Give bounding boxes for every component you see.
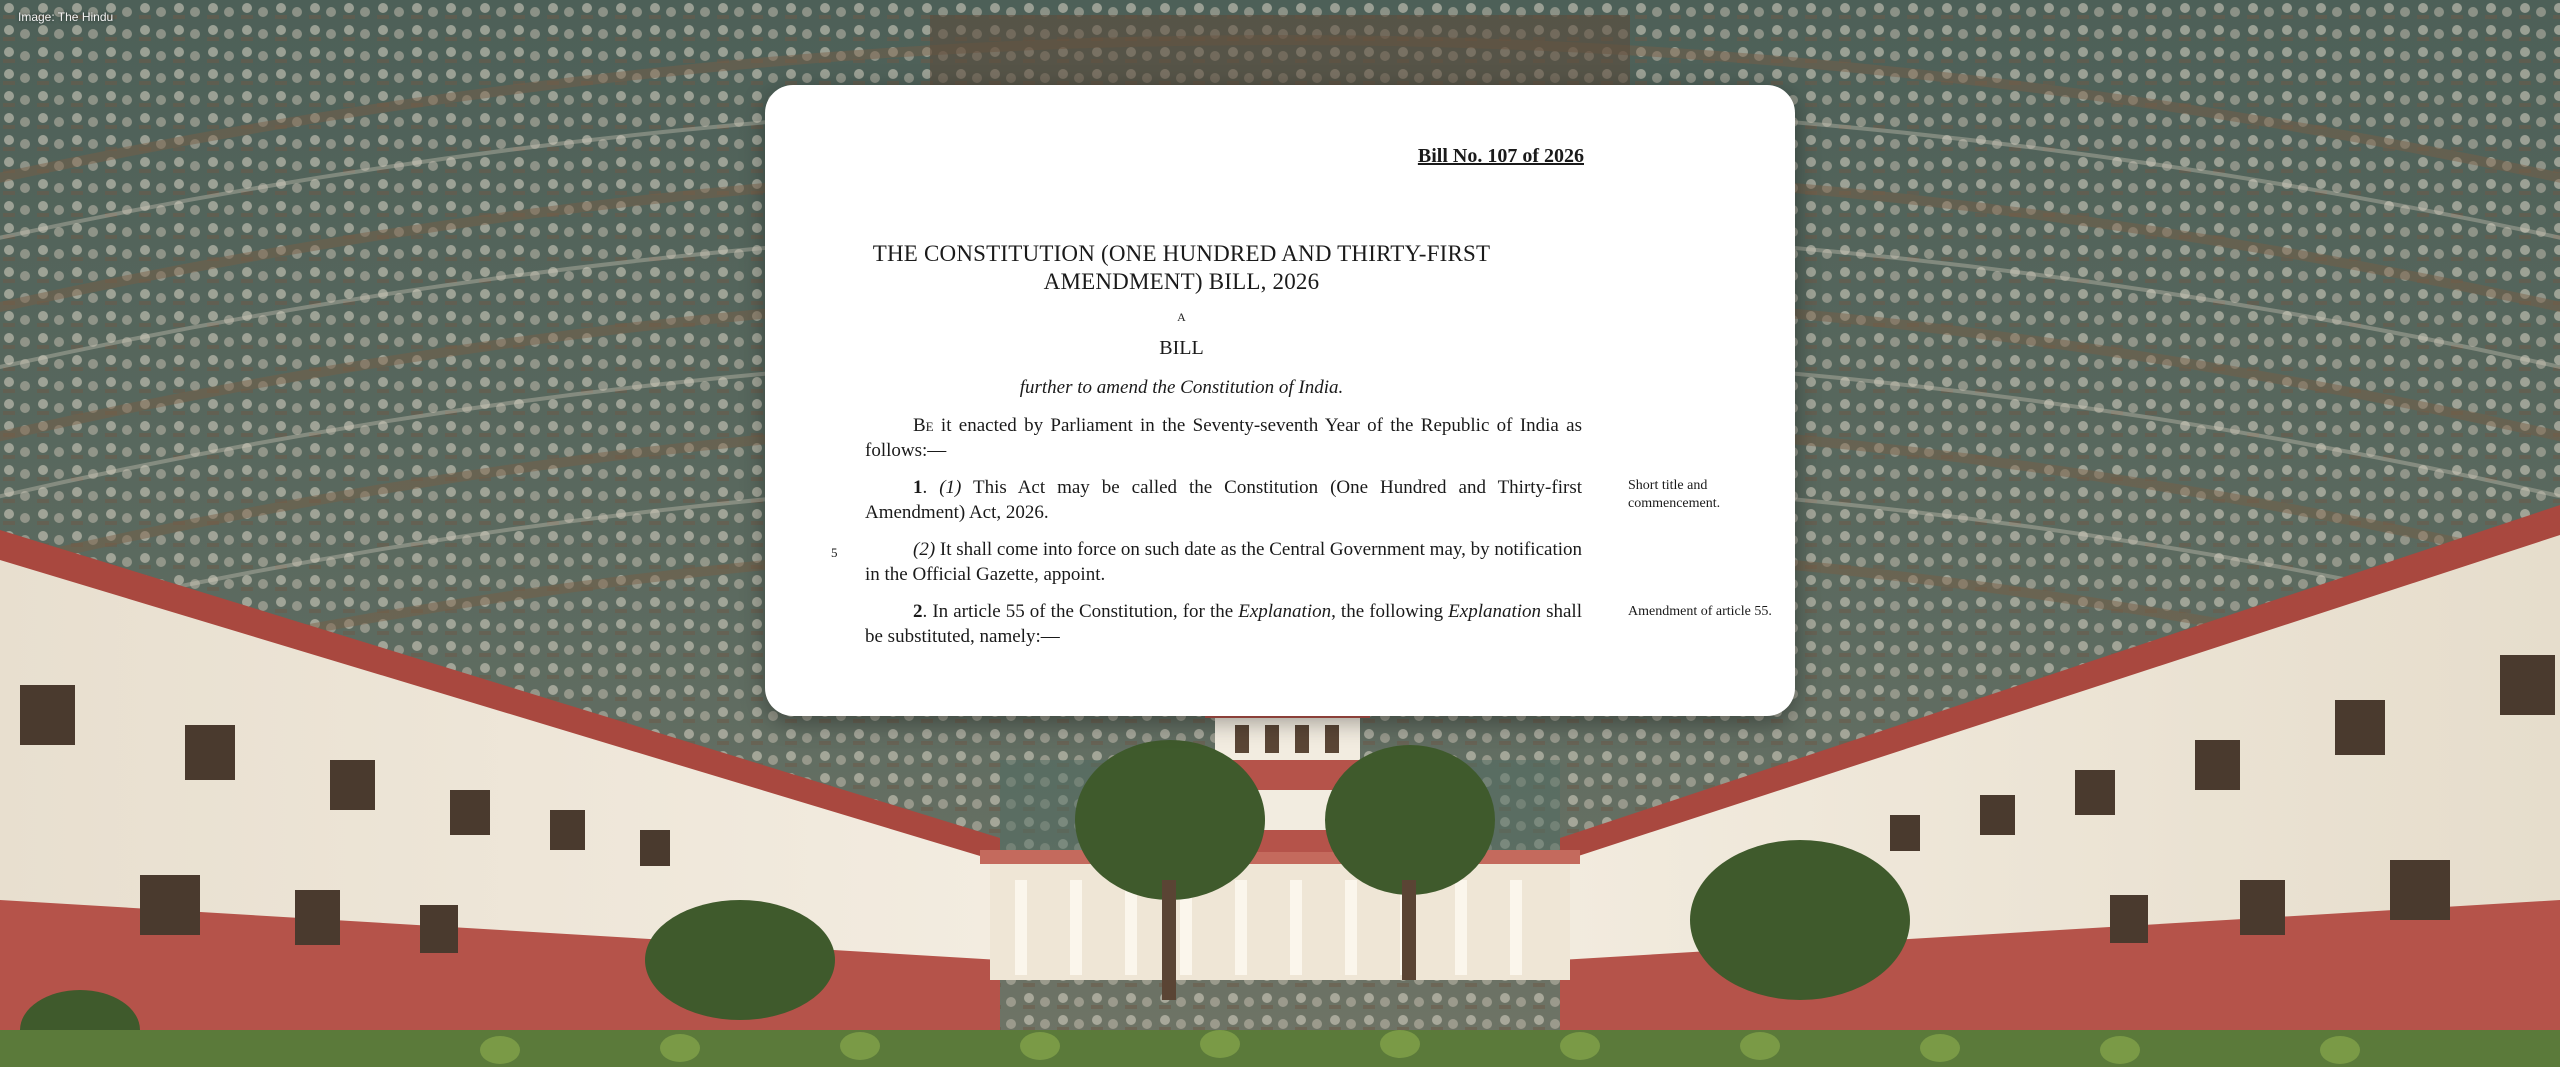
- section-1-sub1-text: This Act may be called the Constitution (One Hundred and Thirty-first Amendment) Act, 2026.: [865, 477, 1582, 523]
- enacting-clause: [865, 413, 1582, 463]
- section-2-italic-a: Explanation: [1238, 601, 1332, 622]
- margin-note-short-title: Short title and commencement.: [1628, 478, 1721, 511]
- section-1-subsection-2: [865, 537, 1582, 587]
- line-number: 5: [831, 545, 838, 560]
- section-2-text-b: , the following: [1331, 601, 1449, 622]
- section-1-sub2-text: It shall come into force on such date as the Central Government may, by notification in the Official Gazette, appoint.: [865, 539, 1582, 585]
- section-1-sub2-marker: (2): [913, 539, 936, 560]
- enacting-clause-text: it enacted by Parliament in the Seventy-seventh Year of the Republic of India as follows:—: [865, 415, 1582, 461]
- section-2: 2. In article 55 of the Constitution, for the Explanation, the following Explanation shall be substituted, namely:—: [865, 601, 1582, 647]
- bill-number: Bill No. 107 of 2026: [1417, 145, 1584, 167]
- section-2-italic-b: Explanation: [1448, 601, 1542, 622]
- section-1-sub1-marker: (1): [939, 477, 962, 498]
- section-1-number: 1: [913, 477, 923, 498]
- bill-document-card: [765, 85, 1795, 716]
- section-1-subsection-1: 1. (1) This Act may be called the Constitution (One Hundred and Thirty-first Amendment) Act, 2026.: [865, 477, 1582, 523]
- margin-note-amendment: Amendment of article 55.: [1628, 604, 1772, 619]
- article-a-label: A: [1177, 310, 1186, 324]
- section-2-number: 2: [913, 601, 923, 622]
- long-title: further to amend the Constitution of India.: [1019, 377, 1344, 398]
- section-2-text-c: shall be substituted, namely:—: [865, 601, 1582, 647]
- bill-label: BILL: [1159, 337, 1204, 359]
- section-2-text-a: In article 55 of the Constitution, for the: [927, 601, 1239, 622]
- image-credit: Image: The Hindu: [18, 10, 114, 24]
- bill-title: THE CONSTITUTION (ONE HUNDRED AND THIRTY-FIRST AMENDMENT) BILL, 2026: [872, 241, 1491, 294]
- enacting-clause-lead: Be: [913, 415, 934, 436]
